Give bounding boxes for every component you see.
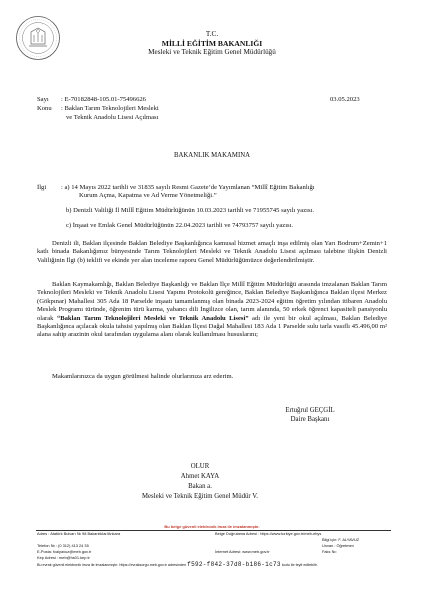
approval-olur: OLUR xyxy=(190,463,210,470)
body-paragraph-1: Denizli ili, Baklan ilçesinde Baklan Belediye Başkanlığınca kamusal hizmet amaçlı inşa edilmiş olan Yarı Bodrum+Zemin+1 katlı binada Bakanlığımız bünyesinde Tarım Teknolojileri Mesleki ve Teknik Anadolu Lisesi açılması talebine ilişkin Denizli Valiliğinin İlgi (b) teklifi ve ekinde yer alan inceleme raporu Genel Müdürlüğümüzce değerlendirilmiştir. xyxy=(37,240,387,264)
konu-line-1: : Baklan Tarım Teknolojileri Mesleki xyxy=(61,105,159,112)
footer-legal-suffix: kodu ile teyit edilebilir. xyxy=(281,563,318,567)
document-date: 03.05.2023 xyxy=(330,96,360,103)
approval-title: Mesleki ve Teknik Eğitim Genel Müdür V. xyxy=(141,493,258,500)
ilgi-a-line-2: Kurum Açma, Kapatma ve Ad Verme Yönetmeliği.” xyxy=(79,192,217,199)
header-unit: Mesleki ve Teknik Eğitim Genel Müdürlüğü xyxy=(148,48,276,56)
ilgi-b: b) Denizli Valiliği İl Millî Eğitim Müdürlüğünün 10.03.2023 tarihli ve 71955745 sayılı yazısı. xyxy=(66,207,315,214)
signer-title: Daire Başkanı xyxy=(290,416,330,423)
addressee: BAKANLIK MAKAMINA xyxy=(173,152,251,159)
approval-name: Ahmet KAYA xyxy=(180,473,220,480)
footer-info: Bilgi için: F. ALYAVUZ xyxy=(322,537,360,542)
footer-legal-text: Bu evrak güvenli elektronik imza ile imzalanmıştır. https://evraksorgu.meb.gov.tr adresinden xyxy=(37,563,187,567)
body-paragraph-3: Makamlarınızca da uygun görülmesi halinde olurlarınıza arz ederim. xyxy=(52,373,234,380)
footer-kep: Kep Adresi : meb@hs01.kep.tr xyxy=(37,555,90,560)
footer-legal xyxy=(37,562,392,568)
sayi-value: : E-70182848-105.01-75496626 xyxy=(61,96,146,103)
footer-web: İnternet Adresi: www.meb.gov.tr xyxy=(215,549,270,554)
body-paragraph-2-school-name: “Baklan Tarım Teknolojileri Mesleki ve Teknik Anadolu Lisesi” xyxy=(56,314,249,322)
konu-label: Konu xyxy=(37,105,52,112)
header-ministry: MİLLİ EĞİTİM BAKANLIĞI xyxy=(161,39,263,48)
body-paragraph-2-part-1: Baklan Kaymakamlığı, Baklan Belediye Başkanlığı ve Baklan İlçe Millî Eğitim Müdürlüğü arasında imzalanan Baklan Tarım Teknolojileri Mesleki ve Teknik Anadolu Lisesi Yapımı Protokolü gereğince, Baklan Belediye Başkanlığınca Baklan ilçesi Merkez (Gökpınar) Mahallesi 305 Ada 18 Parselde inşaatı tamamlanmış olan binada 2023-2024 eğitim öğretim yılından itibaren Anadolu Meslek Programı türünde, öğrenim türü karma, yabancı dili İngilizce olan, tarım alanında, 50 erkek öğrenci kapasiteli pansiyonlu olarak xyxy=(37,281,387,322)
sayi-label: Sayı xyxy=(37,96,49,103)
footer-phone: Telefon № : (0 312) 413 24 35 xyxy=(37,543,89,548)
ilgi-label: İlgi xyxy=(37,184,47,191)
konu-line-2: ve Teknik Anadolu Lisesi Açılması xyxy=(66,114,159,121)
body-paragraph-2 xyxy=(37,281,387,340)
ilgi-c: c) İnşaat ve Emlak Genel Müdürlüğünün 22.04.2023 tarihli ve 74793757 sayılı yazısı. xyxy=(66,222,294,229)
approval-role: Bakan a. xyxy=(188,483,212,490)
footer-verification-code[interactable]: f592-f842-37d8-b186-1c73 xyxy=(187,561,281,568)
header-tc: T.C. xyxy=(205,30,219,38)
footer-email: E-Posta: fcalyavuz@meb.gov.tr xyxy=(37,549,92,554)
ilgi-a-line-1: : a) 14 Mayıs 2022 tarihli ve 31835 sayılı Resmi Gazete’de Yayımlanan “Millî Eğitim Bakanlığı xyxy=(61,184,315,191)
esignature-notice: Bu belge güvenli elektronik imza ile imzalanmıştır. xyxy=(164,524,260,529)
footer-fax: Faks №: xyxy=(322,549,337,554)
footer-unvan: Unvan : Öğretmen xyxy=(322,543,354,548)
footer-address: Adres : Atatürk Bulvarı № 98 Bakanlıklar/Ankara xyxy=(37,531,121,536)
signer-name: Ertuğrul GEÇGİL xyxy=(285,407,335,414)
footer-verify-address: Belge Doğrulama Adresi : https://www.turkiye.gov.tr/meb-ebys xyxy=(215,531,322,536)
body-paragraph-2-part-2: adı ile yeni bir okul açılması, Baklan Belediye Başkanlığınca açılacak okula tahsisi yapılmış olan Baklan İlçesi Dağal Mahallesi 183 Ada 1 Parselde sulu tarla vasıflı 45.496,00 m² alana sahip arazinin okul tarafından uygulama alanı olarak kullanılması hususlarını; xyxy=(37,314,387,339)
